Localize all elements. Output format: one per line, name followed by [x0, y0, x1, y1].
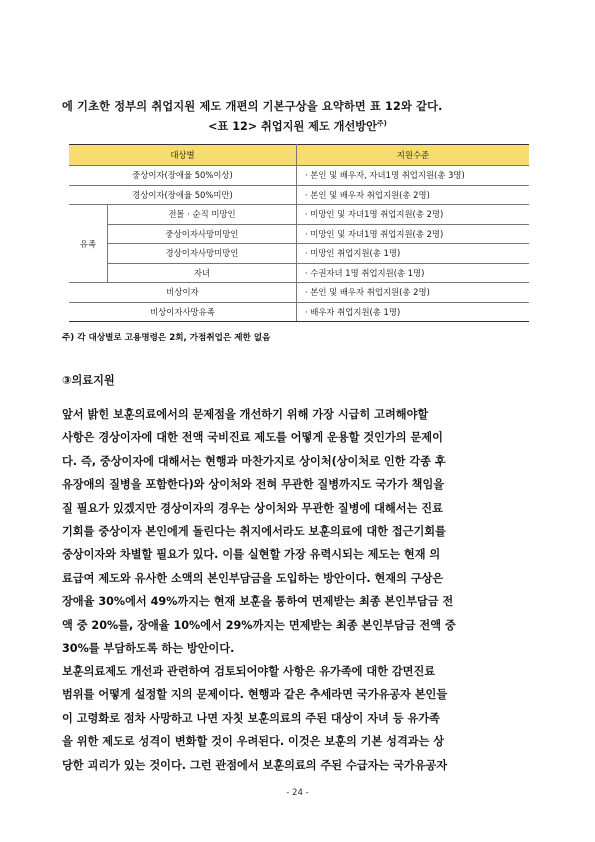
- group-label-survivors: 유족: [69, 205, 108, 283]
- table-row: [69, 205, 529, 225]
- table-row: [69, 263, 529, 283]
- paragraph-line: 유장애의 질병을 포함한다)와 상이처와 전혀 무관한 질병까지도 국가가 책임을: [62, 478, 445, 492]
- row-target: 경상이자(장애율 50%미만): [69, 185, 296, 205]
- header-target: 대상별: [69, 145, 296, 166]
- paragraph-line: 이 고령화로 점차 사망하고 나면 자칫 보훈의료의 주된 대상이 자녀 등 유가족: [62, 711, 440, 725]
- row-target: 자녀: [108, 263, 297, 283]
- row-target: 중상이자(장애율 50%이상): [69, 166, 296, 186]
- paragraph-medical-1-end: [62, 637, 540, 660]
- table-caption-note-mark: 주): [376, 119, 387, 128]
- paragraph-line: 중상이자와 차별할 필요가 있다. 이를 실현할 가장 유력시되는 제도는 현재 의: [62, 548, 441, 562]
- paragraph-line: 료급여 제도와 유사한 소액의 본인부담금을 도입하는 방안이다. 현재의 구상은: [62, 571, 444, 585]
- row-target: 경상이자사망미망인: [108, 244, 297, 264]
- row-support: · 미망인 및 자녀1명 취업지원(총 2명): [296, 205, 529, 225]
- table-header-row: [69, 145, 529, 166]
- page-number: - 24 -: [286, 788, 309, 798]
- table-caption: [0, 118, 595, 134]
- paragraph-line: 사항은 경상이자에 대한 전액 국비진료 제도를 어떻게 운용할 것인가의 문제이: [62, 431, 443, 445]
- support-table: [69, 144, 529, 322]
- paragraph-line: 보훈의료제도 개선과 관련하여 검토되어야할 사항은 유가족에 대한 감면진료: [62, 665, 436, 678]
- table-note: 주) 각 대상별로 고용명령은 2회, 가점취업은 제한 없음: [62, 333, 271, 343]
- paragraph-line: 범위를 어떻게 설정할 지의 문제이다. 현행과 같은 추세라면 국가유공자 본인들: [62, 688, 448, 702]
- row-target: 비상이자: [69, 283, 296, 303]
- table-row: [69, 185, 529, 205]
- paragraph-medical-2: [62, 660, 540, 777]
- section-heading: ③의료지원: [62, 374, 115, 387]
- table-row: [69, 166, 529, 186]
- row-target: 중상이자사망미망인: [108, 224, 297, 244]
- paragraph-line: 30%를 부담하도록 하는 방안이다.: [62, 642, 235, 655]
- row-support: · 미망인 취업지원(총 1명): [296, 244, 529, 264]
- intro-line: 에 기초한 정부의 취업지원 제도 개편의 기본구상을 요약하면 표 12와 같다.: [62, 100, 443, 113]
- paragraph-line: 을 위한 제도로 성격이 변화할 것이 우려된다. 이것은 보훈의 기본 성격과는 상: [62, 735, 445, 749]
- table-row: [69, 244, 529, 264]
- table-row: [69, 224, 529, 244]
- table-caption-text: <표 12> 취업지원 제도 개선방안: [208, 120, 377, 133]
- paragraph-medical-1: [62, 403, 540, 637]
- paragraph-line: 질 필요가 있겠지만 경상이자의 경우는 상이처와 무관한 질병에 대해서는 진료: [62, 501, 443, 515]
- row-support: · 배우자 취업지원(총 1명): [296, 302, 529, 322]
- paragraph-line: 다. 즉, 중상이자에 대해서는 현행과 마찬가지로 상이처(상이처로 인한 각종 후: [62, 454, 446, 468]
- paragraph-line: 액 중 20%를, 장애율 10%에서 29%까지는 면제받는 최종 본인부담금 전액 중: [62, 618, 456, 632]
- row-support: · 본인 및 배우자, 자녀1명 취업지원(총 3명): [296, 166, 529, 186]
- row-support: · 본인 및 배우자 취업지원(총 2명): [296, 283, 529, 303]
- paragraph-line: 당한 괴리가 있는 것이다. 그런 관점에서 보훈의료의 주된 수급자는 국가유공자: [62, 758, 448, 772]
- header-support: 지원수준: [296, 145, 529, 166]
- paragraph-line: 기회를 중상이자 본인에게 돌린다는 취지에서라도 보훈의료에 대한 접근기회를: [62, 524, 446, 538]
- paragraph-line: 앞서 밝힌 보훈의료에서의 문제점을 개선하기 위해 가장 시급히 고려해야할: [62, 408, 429, 421]
- row-support: · 미망인 및 자녀1명 취업지원(총 2명): [296, 224, 529, 244]
- paragraph-line: 장애율 30%에서 49%까지는 현재 보훈을 통하여 면제받는 최종 본인부담금 전: [62, 595, 454, 609]
- row-target: 비상이자사망유족: [69, 302, 296, 322]
- row-support: · 수권자녀 1명 취업지원(총 1명): [296, 263, 529, 283]
- table-row: [69, 302, 529, 322]
- table-row: [69, 283, 529, 303]
- row-support: · 본인 및 배우자 취업지원(총 2명): [296, 185, 529, 205]
- row-target: 전몰 · 순직 미망인: [108, 205, 297, 225]
